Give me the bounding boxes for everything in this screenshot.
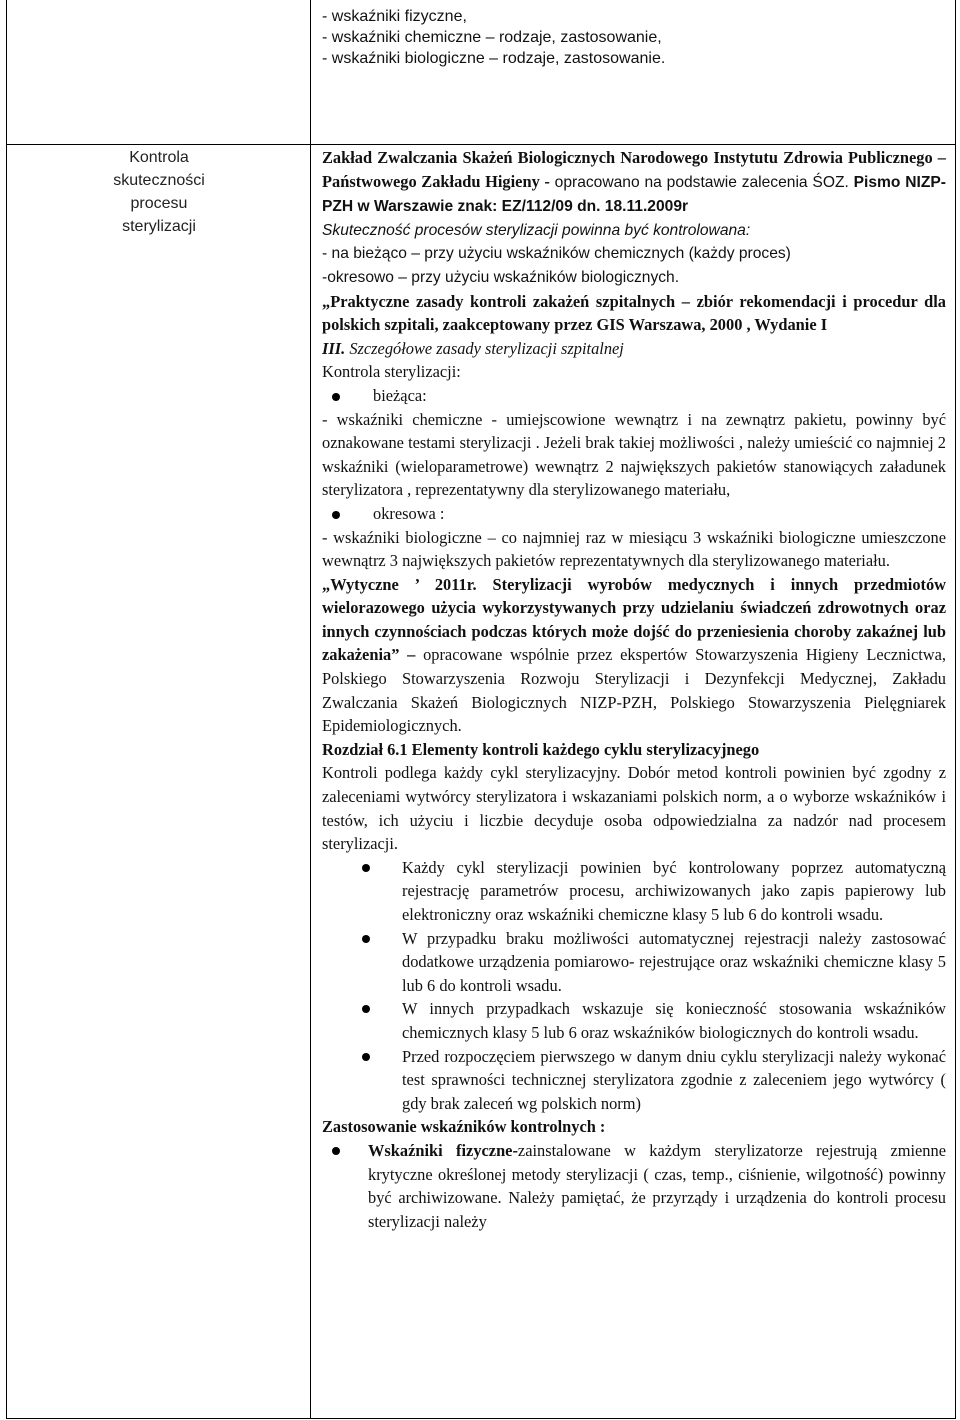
bullet-dot [332,393,340,401]
bullet-periodic-label: okresowa : [373,503,445,523]
chemical-indicators-paragraph: - wskaźniki chemiczne - umiejscowione wewnątrz i na zewnątrz pakietu, powinny być oznakowane testami sterylizacji . Jeżeli brak takiej możliwości , należy umieścić co najmniej 2 wskaźniki (wieloparametrowe) wewnątrz 2 największych pakietów stanowiących załadunek sterylizatora , reprezentatywny dla sterylizowanego materiału, [322,409,946,500]
chapter-intro: Kontroli podlega każdy cykl sterylizacyjny. Dobór metod kontroli powinien być zgodny z zaleceniami wytwórcy sterylizatora i wskazaniami polskich norm, a o wyborze wskaźników i testów, ich użyciu i liczbie decyduje osoba odpowiedzialna za nadzór nad procesem sterylizacji. [322,763,946,854]
nizp-heading: Zakład Zwalczania Skażeń Biologicznych Narodowego Instytutu Zdrowia Publicznego – Państwowego Zakładu Higieny - [322,148,946,191]
row-label-line: skuteczności [113,172,205,189]
list-item: W przypadku braku możliwości automatycznej rejestracji należy zastosować dodatkowe urządzenia pomiarowo- rejestrujące oraz wskaźniki chemiczne klasy 5 lub 6 do kontroli wsadu. [322,927,946,998]
row-label-line: sterylizacji [122,218,196,235]
indicator-types-list [322,1139,946,1233]
bullet-dot [362,935,370,943]
guidelines-paragraph [322,573,946,738]
row-label-line: Kontrola [129,149,189,166]
indicator-line-chemical: - wskaźniki chemiczne – rodzaje, zastosowanie, [322,29,662,46]
gis-rules-heading: „Praktyczne zasady kontroli zakażeń szpitalnych – zbiór rekomendacji i procedur dla polskich szpitali, zaakceptowany przez GIS Warszawa, 2000 , Wydanie I [322,291,946,335]
bullet-dot [362,864,370,872]
indicator-line-biological: - wskaźniki biologiczne – rodzaje, zastosowanie. [322,50,666,67]
indicator-line-physical: - wskaźniki fizyczne, [322,8,467,25]
bullet-dot [362,1005,370,1013]
section-number: III. [322,338,346,358]
control-periodic: -okresowo – przy użyciu wskaźników biologicznych. [322,268,680,286]
list-item [322,1139,946,1233]
top-cell [322,6,942,69]
bullet-dot [362,1053,370,1061]
list-item: W innych przypadkach wskazuje się konieczność stosowania wskaźników chemicznych klasy 5 lub 6 oraz wskaźników biologicznych do kontroli wsadu. [322,997,946,1044]
bullet-dot [332,1147,340,1155]
nizp-reference: Pismo NIZP-PZH w Warszawie znak: EZ/112/09 dn. 18.11.2009r [322,173,947,216]
row-label [18,146,300,238]
control-intro: Skuteczność procesów sterylizacji powinna być kontrolowana: [322,221,751,239]
list-item: Każdy cykl sterylizacji powinien być kontrolowany poprzez automatyczną rejestrację parametrów procesu, archiwizowanych jako zapis papierowy lub elektroniczny oraz wskaźniki chemiczne klasy 5 lub 6 do kontroli wsadu. [322,856,946,927]
nizp-note: opracowano na podstawie zalecenia ŚOZ. [549,173,854,191]
chapter-heading: Rozdział 6.1 Elementy kontroli każdego cyklu sterylizacyjnego [322,739,760,759]
section-heading [322,337,946,361]
column-divider [310,0,311,1419]
nizp-paragraph [322,146,946,219]
control-current: - na bieżąco – przy użyciu wskaźników chemicznych (każdy proces) [322,245,791,263]
bullet-periodic [322,502,946,526]
bullet-dot [332,511,340,519]
physical-indicators-text: zainstalowane w każdym sterylizatorze rejestrują zmienne krytyczne określonej metody sterylizacji ( czas, temp., ciśnienie, wilgotność) powinny być archiwizowane. Należy pamiętać, że przyrządy i urządzenia do kontroli procesu sterylizacji należy [368,1140,946,1231]
biological-indicators-paragraph: - wskaźniki biologiczne – co najmniej raz w miesiącu 3 wskaźniki biologiczne umieszczone wewnątrz 3 największych pakietów reprezentatywnych dla sterylizowanego materiału. [322,527,946,571]
indicators-usage-heading: Zastosowanie wskaźników kontrolnych : [322,1117,606,1137]
bullet-current-label: bieżąca: [373,385,427,405]
physical-indicators-label: Wskaźniki fizyczne- [368,1140,518,1160]
section-title: Szczegółowe zasady sterylizacji szpitalnej [345,338,624,358]
guidelines-title: „Wytyczne ’ 2011r. Sterylizacji wyrobów medycznych i innych przedmiotów wielorazowego użycia wykorzystywanych przy udzielaniu świadczeń zdrowotnych oraz innych czynnościach podczas których może dojść do przeniesienia choroby zakaźnej lub zakażenia” – [322,574,946,665]
row-divider [6,144,956,145]
control-label: Kontrola sterylizacji: [322,362,461,382]
main-content [322,146,946,1233]
guidelines-authors: opracowane wspólnie przez ekspertów Stowarzyszenia Higieny Lecznictwa, Polskiego Stowarzyszenia Rozwoju Sterylizacji i Dezynfekcji Medycznej, Zakładu Zwalczania Skażeń Biologicznych NIZP-PZH, Polskiego Stowarzyszenia Pielęgniarek Epidemiologicznych. [322,645,946,736]
bullet-current [322,384,946,408]
row-label-line: procesu [130,195,188,212]
list-item: Przed rozpoczęciem pierwszego w danym dniu cyklu sterylizacji należy wykonać test sprawności technicznej sterylizatora zgodnie z zaleceniem jego wytwórcy ( gdy brak zaleceń wg polskich norm) [322,1045,946,1116]
cycle-control-list [322,856,946,1116]
